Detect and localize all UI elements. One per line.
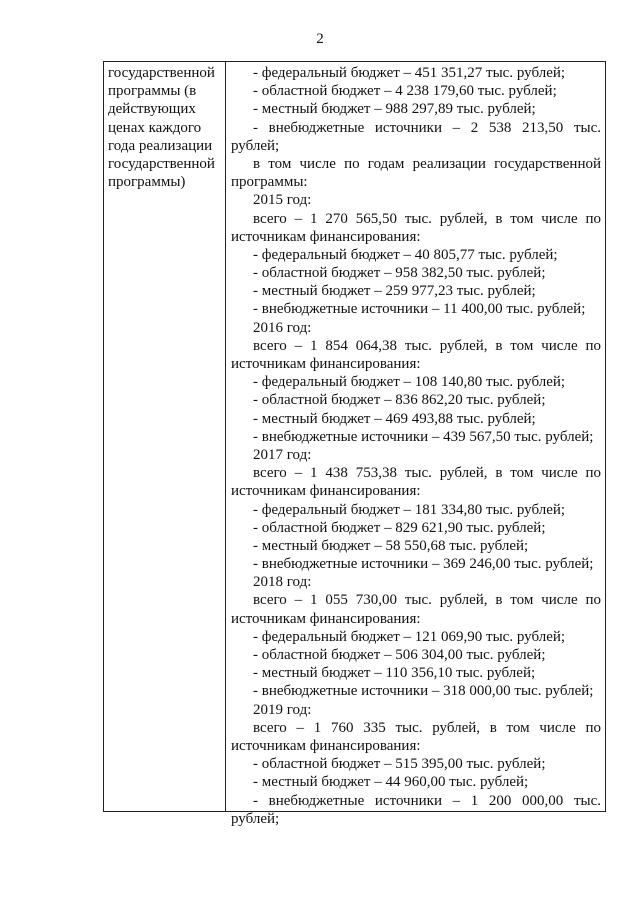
row-label-line: программы) (108, 174, 186, 191)
funding-line: всего – 1 438 753,38 тыс. рублей, в том числе по (253, 465, 601, 482)
funding-line: - областной бюджет – 829 621,90 тыс. рублей; (253, 519, 546, 536)
funding-line: источникам финансирования: (231, 483, 421, 500)
funding-line: - федеральный бюджет – 181 334,80 тыс. рублей; (253, 501, 566, 518)
funding-line: - местный бюджет – 469 493,88 тыс. рублей; (253, 410, 536, 427)
funding-line: - местный бюджет – 110 356,10 тыс. рублей; (253, 665, 536, 682)
funding-line: источникам финансирования: (231, 737, 421, 754)
funding-line: - внебюджетные источники – 11 400,00 тыс. рублей; (253, 301, 586, 318)
funding-line: - федеральный бюджет – 108 140,80 тыс. рублей; (253, 374, 566, 391)
funding-line: в том числе по годам реализации государственной (253, 155, 601, 172)
row-label-line: ценах каждого (108, 119, 202, 136)
row-label-line: программы (в (108, 83, 197, 100)
funding-line: 2017 год: (253, 446, 312, 463)
funding-line: - внебюджетные источники – 439 567,50 тыс. рублей; (253, 428, 594, 445)
funding-line: 2019 год: (253, 701, 312, 718)
row-label-line: государственной (108, 65, 215, 81)
funding-line: - областной бюджет – 4 238 179,60 тыс. рублей; (253, 83, 557, 100)
funding-line: программы: (231, 174, 308, 191)
funding-line: - местный бюджет – 58 550,68 тыс. рублей; (253, 537, 529, 554)
funding-details-cell (231, 64, 601, 828)
funding-line: - областной бюджет – 836 862,20 тыс. рублей; (253, 392, 546, 409)
funding-line: 2015 год: (253, 192, 312, 209)
funding-line: - внебюджетные источники – 1 200 000,00 тыс. (253, 792, 601, 809)
funding-line: всего – 1 055 730,00 тыс. рублей, в том числе по (253, 592, 601, 609)
row-label-line: года реализации (108, 137, 213, 154)
funding-line: - федеральный бюджет – 40 805,77 тыс. рублей; (253, 246, 558, 263)
funding-line: всего – 1 854 064,38 тыс. рублей, в том числе по (253, 337, 601, 354)
funding-line: всего – 1 270 565,50 тыс. рублей, в том числе по (253, 210, 601, 227)
funding-line: - внебюджетные источники – 369 246,00 тыс. рублей; (253, 556, 594, 573)
funding-line: - местный бюджет – 259 977,23 тыс. рублей; (253, 283, 536, 300)
funding-line: - внебюджетные источники – 318 000,00 тыс. рублей; (253, 683, 594, 700)
funding-line: источникам финансирования: (231, 610, 421, 627)
funding-line: рублей; (231, 137, 280, 154)
funding-line: - областной бюджет – 958 382,50 тыс. рублей; (253, 265, 546, 282)
funding-line: - местный бюджет – 44 960,00 тыс. рублей; (253, 774, 529, 791)
funding-line: - федеральный бюджет – 121 069,90 тыс. рублей; (253, 628, 566, 645)
row-label-line: действующих (108, 101, 196, 118)
column-divider (225, 62, 226, 811)
row-label-line: государственной (108, 155, 215, 172)
page-number: 2 (316, 31, 324, 47)
funding-line: рублей; (231, 810, 280, 827)
funding-line: источникам финансирования: (231, 356, 421, 372)
funding-line: 2018 год: (253, 574, 312, 591)
funding-line: - областной бюджет – 506 304,00 тыс. рублей; (253, 647, 546, 663)
funding-line: источникам финансирования: (231, 228, 421, 245)
funding-table (103, 61, 606, 827)
funding-line: - местный бюджет – 988 297,89 тыс. рублей; (253, 101, 536, 118)
funding-line: - областной бюджет – 515 395,00 тыс. рублей; (253, 756, 546, 773)
funding-line: всего – 1 760 335 тыс. рублей, в том числе по (253, 719, 601, 736)
row-label-cell (108, 64, 224, 191)
funding-line: 2016 год: (253, 319, 312, 336)
funding-line: - внебюджетные источники – 2 538 213,50 тыс. (253, 119, 601, 136)
funding-line: - федеральный бюджет – 451 351,27 тыс. рублей; (253, 65, 566, 81)
